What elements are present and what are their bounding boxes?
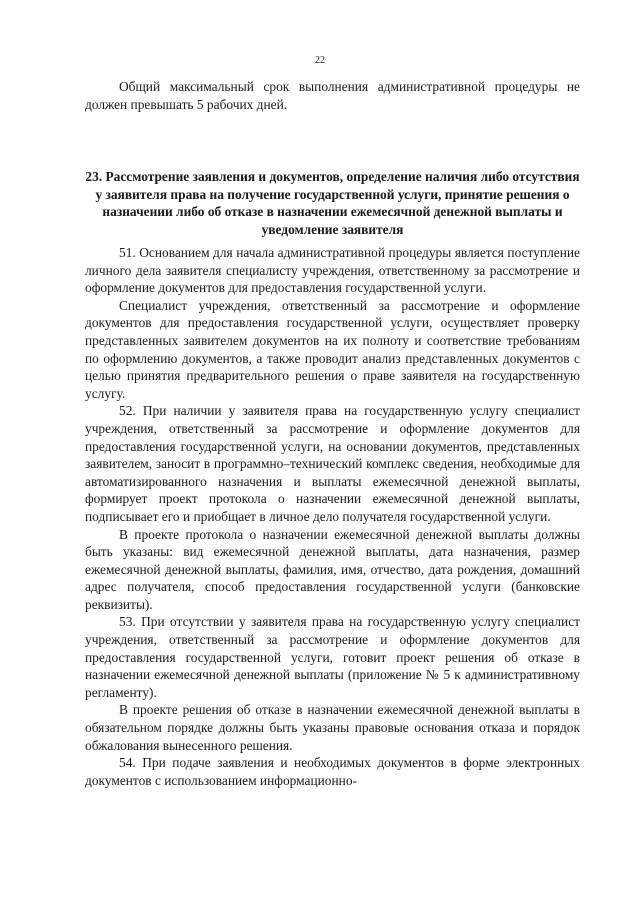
intro-text-block [85, 78, 580, 113]
paragraph-51: 51. Основанием для начала административной процедуры является поступление личного дела заявителя специалисту учреждения, ответственному за рассмотрение и оформление документов для предоставления государственной услуги. [85, 245, 580, 296]
paragraph-53-refusal: В проекте решения об отказе в назначении ежемесячной денежной выплаты в обязательном порядке должны быть указаны правовые основания отказа и порядок обжалования вынесенного решения. [85, 702, 580, 753]
section-heading: 23. Рассмотрение заявления и документов, определение наличия либо отсутствия у заявителя права на получение государственной услуги, принятие решения о назначении либо об отказе в назначении ежемесячной денежной выплаты и уведомление заявителя [85, 169, 580, 237]
page-number: 22 [315, 55, 325, 66]
paragraph-52: 52. При наличии у заявителя права на государственную услугу специалист учреждения, ответственный за рассмотрение и оформление документов для предоставления государственной услуги, на основании документов, представленных заявителем, заносит в программно–технический комплекс сведения, необходимые для автоматизированного назначения и выплаты ежемесячной денежной выплаты, формирует проект протокола о назначении ежемесячной денежной выплаты, подписывает его и приобщает в личное дело получателя государственной услуги. [85, 403, 580, 524]
paragraph-51-specialist: Специалист учреждения, ответственный за рассмотрение и оформление документов для предоставления государственной услуги, осуществляет проверку представленных заявителем документов на их полноту и соответствие требованиям по оформлению документов, а также проводит анализ представленных документов с целью принятия предварительного решения о праве заявителя на государственную услугу. [85, 297, 580, 401]
paragraph-52-protocol: В проекте протокола о назначении ежемесячной денежной выплаты должны быть указаны: вид ежемесячной денежной выплаты, дата назначения, размер ежемесячной денежной выплаты, фамилия, имя, отчество, дата рождения, домашний адрес получателя, способ предоставления государственной услуги (банковские реквизиты). [85, 526, 580, 612]
paragraph-54: 54. При подаче заявления и необходимых документов в форме электронных документов с использованием информационно- [85, 755, 580, 788]
intro-paragraph: Общий максимальный срок выполнения административной процедуры не должен превышать 5 рабочих дней. [85, 79, 580, 112]
paragraph-53: 53. При отсутствии у заявителя права на государственную услугу специалист учреждения, ответственный за рассмотрение и оформление документов для предоставления государственной услуги, готовит проект решения об отказе в назначении ежемесячной денежной выплаты (приложение № 5 к административному регламенту). [85, 614, 580, 700]
section-body [85, 244, 580, 789]
